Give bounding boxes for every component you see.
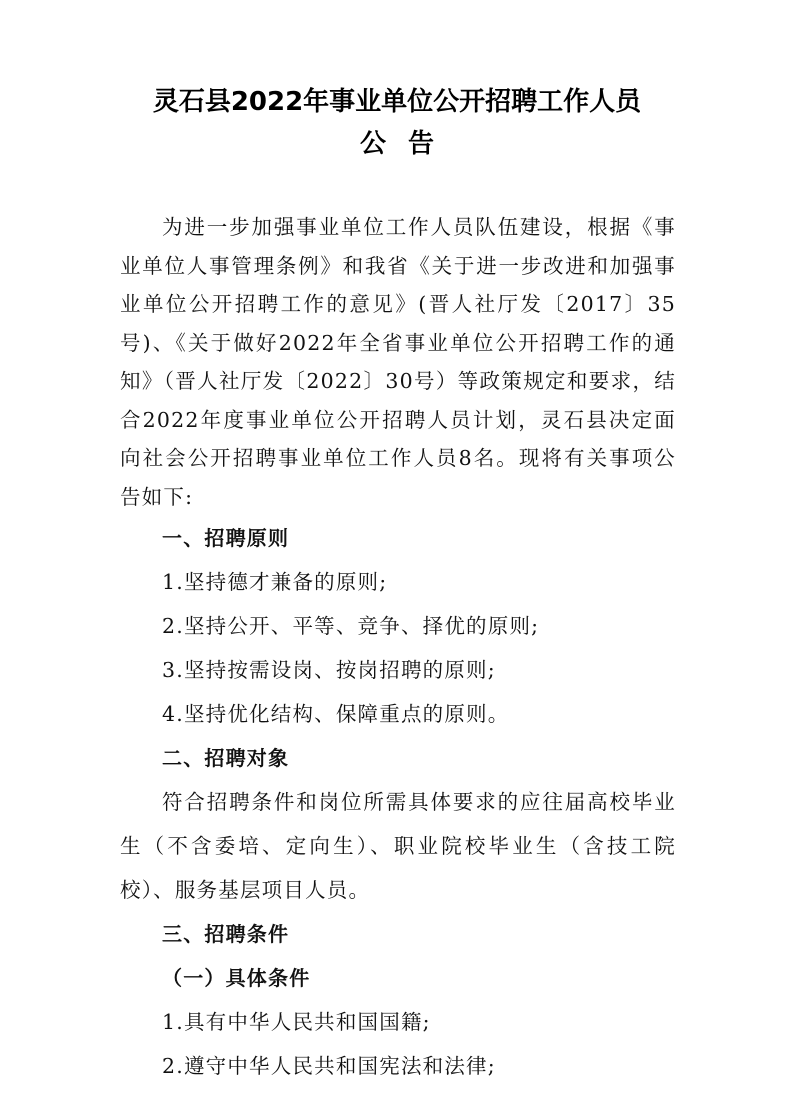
intro-paragraph: 为进一步加强事业单位工作人员队伍建设，根据《事业单位人事管理条例》和我省《关于进一步改进和加强事业单位公开招聘工作的意见》(晋人社厅发〔2017〕35号)、《关于做好2022年全省事业单位公开招聘工作的通知》（晋人社厅发〔2022〕30号）等政策规定和要求，结合2022年度事业单位公开招聘人员计划，灵石县决定面向社会公开招聘事业单位工作人员8名。现将有关事项公告如下:: [120, 215, 676, 509]
document-body: [120, 208, 676, 1088]
section-heading-principles: 一、招聘原则: [162, 526, 290, 550]
condition-item: 2.遵守中华人民共和国宪法和法律;: [162, 1054, 496, 1078]
subsection-heading-specific-conditions: （一）具体条件: [162, 966, 311, 990]
section-heading-targets: 二、招聘对象: [162, 746, 290, 770]
principle-item: 4.坚持优化结构、保障重点的原则。: [162, 702, 510, 726]
principle-item: 2.坚持公开、平等、竞争、择优的原则;: [162, 614, 540, 638]
principle-item: 3.坚持按需设岗、按岗招聘的原则;: [162, 658, 496, 682]
principle-item: 1.坚持德才兼备的原则;: [162, 570, 388, 594]
document-title-announcement: 公告: [359, 129, 456, 159]
section-heading-conditions: 三、招聘条件: [162, 922, 290, 946]
targets-paragraph: 符合招聘条件和岗位所需具体要求的应往届高校毕业生（不含委培、定向生）、职业院校毕业生（含技工院校）、服务基层项目人员。: [120, 790, 676, 902]
condition-item: 1.具有中华人民共和国国籍;: [162, 1010, 431, 1034]
document-title: 灵石县2022年事业单位公开招聘工作人员: [152, 87, 642, 117]
